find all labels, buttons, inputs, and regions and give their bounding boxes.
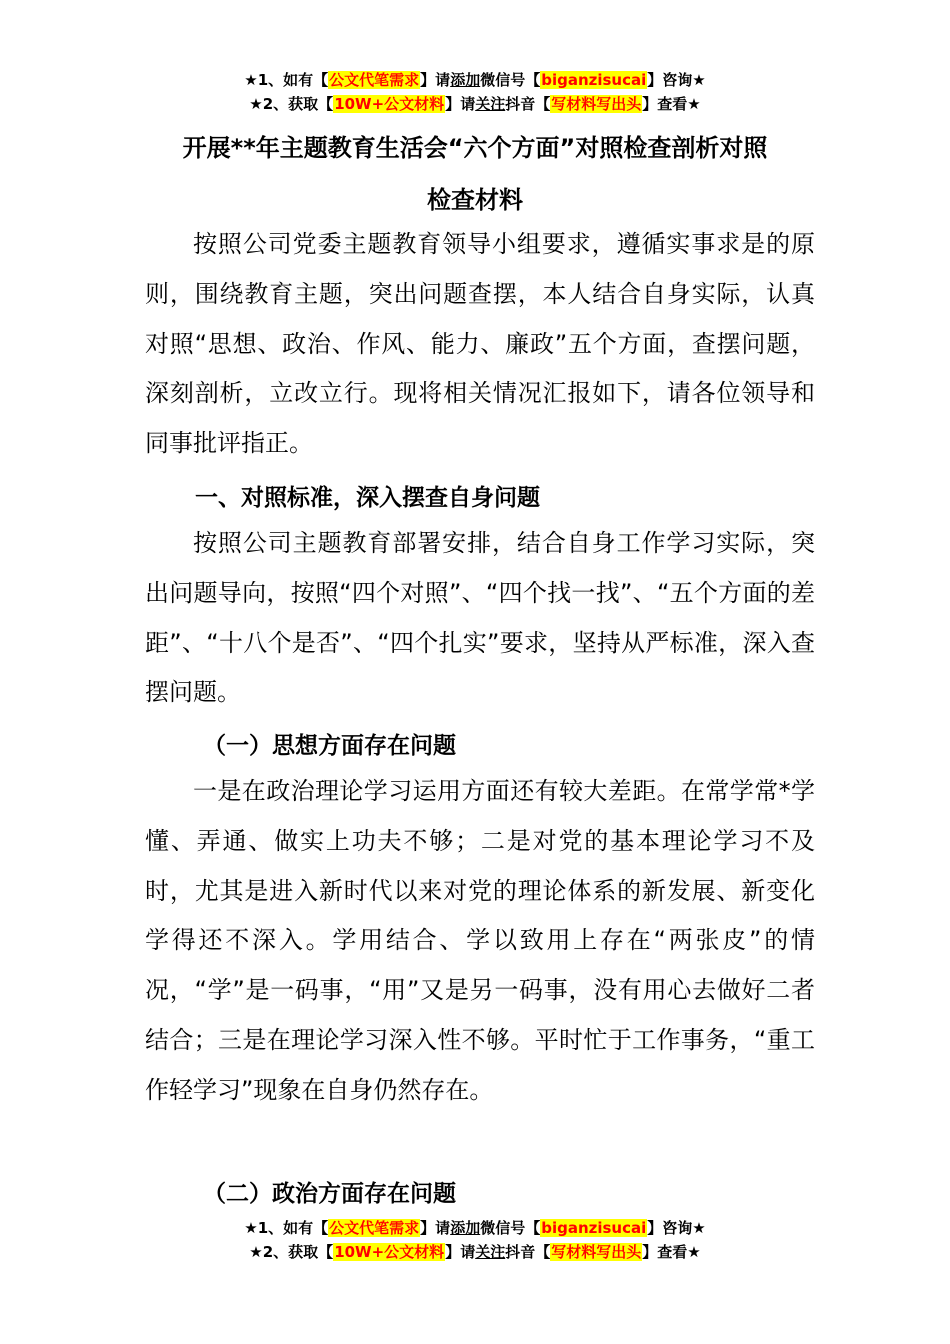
- doc-title-line-2: 检查材料: [427, 186, 523, 214]
- banner-text: 抖音【: [505, 1243, 551, 1261]
- banner-text: 】查看★: [642, 95, 701, 113]
- banner-text: 】请: [445, 95, 476, 113]
- banner-line-2: [0, 92, 950, 116]
- banner-text: 微信号【: [480, 71, 541, 89]
- highlight-text: 10W+公文材料: [334, 95, 445, 113]
- banner-text: 微信号【: [480, 1219, 541, 1237]
- banner-text: ★1、如有【: [244, 71, 329, 89]
- underlined-text: 添加: [450, 1219, 481, 1237]
- subsection-heading-2: （二）政治方面存在问题: [203, 1181, 456, 1207]
- wechat-id: biganzisucai: [541, 1219, 647, 1237]
- section-heading-1: 一、对照标准，深入摆查自身问题: [195, 485, 540, 511]
- top-banner: [0, 68, 950, 116]
- banner-text: 】查看★: [642, 1243, 701, 1261]
- banner-line-2: [0, 1240, 950, 1264]
- underlined-text: 关注: [475, 95, 506, 113]
- wechat-id: biganzisucai: [541, 71, 647, 89]
- douyin-id: 写材料写出头: [551, 1243, 642, 1261]
- section-1-paragraph: 按照公司主题教育部署安排，结合自身工作学习实际，突出问题导向，按照“四个对照”、“四个找一找”、“五个方面的差距”、“十八个是否”、“四个扎实”要求，坚持从严标准，深入查摆问题。: [145, 529, 815, 707]
- subsection-1-paragraph: 一是在政治理论学习运用方面还有较大差距。在常学常*学懂、弄通、做实上功夫不够；二是对党的基本理论学习不及时，尤其是进入新时代以来对党的理论体系的新发展、新变化学得还不深入。学用结合、学以致用上存在“两张皮”的情况，“学”是一码事，“用”又是另一码事，没有用心去做好二者结合；三是在理论学习深入性不够。平时忙于工作事务，“重工作轻学习”现象在自身仍然存在。: [145, 777, 815, 1104]
- banner-text: 】请: [420, 1219, 451, 1237]
- banner-text: 抖音【: [505, 95, 551, 113]
- underlined-text: 添加: [450, 71, 481, 89]
- highlight-text: 10W+公文材料: [334, 1243, 445, 1261]
- douyin-id: 写材料写出头: [551, 95, 642, 113]
- banner-text: ★1、如有【: [244, 1219, 329, 1237]
- banner-line-1: [0, 1216, 950, 1240]
- banner-text: 】咨询★: [647, 71, 706, 89]
- banner-text: 】咨询★: [647, 1219, 706, 1237]
- banner-line-1: [0, 68, 950, 92]
- doc-title-line-1: 开展**年主题教育生活会“六个方面”对照检查剖析对照: [182, 134, 768, 162]
- banner-text: 】请: [420, 71, 451, 89]
- intro-paragraph: 按照公司党委主题教育领导小组要求，遵循实事求是的原则，围绕教育主题，突出问题查摆，本人结合自身实际，认真对照“思想、政治、作风、能力、廉政”五个方面，查摆问题，深刻剖析，立改立行。现将相关情况汇报如下，请各位领导和同事批评指正。: [145, 230, 815, 458]
- highlight-text: 公文代笔需求: [329, 71, 420, 89]
- bottom-banner: [0, 1216, 950, 1264]
- banner-text: ★2、获取【: [249, 95, 334, 113]
- subsection-heading-1: （一）思想方面存在问题: [203, 733, 456, 759]
- banner-text: 】请: [445, 1243, 476, 1261]
- underlined-text: 关注: [475, 1243, 506, 1261]
- banner-text: ★2、获取【: [249, 1243, 334, 1261]
- highlight-text: 公文代笔需求: [329, 1219, 420, 1237]
